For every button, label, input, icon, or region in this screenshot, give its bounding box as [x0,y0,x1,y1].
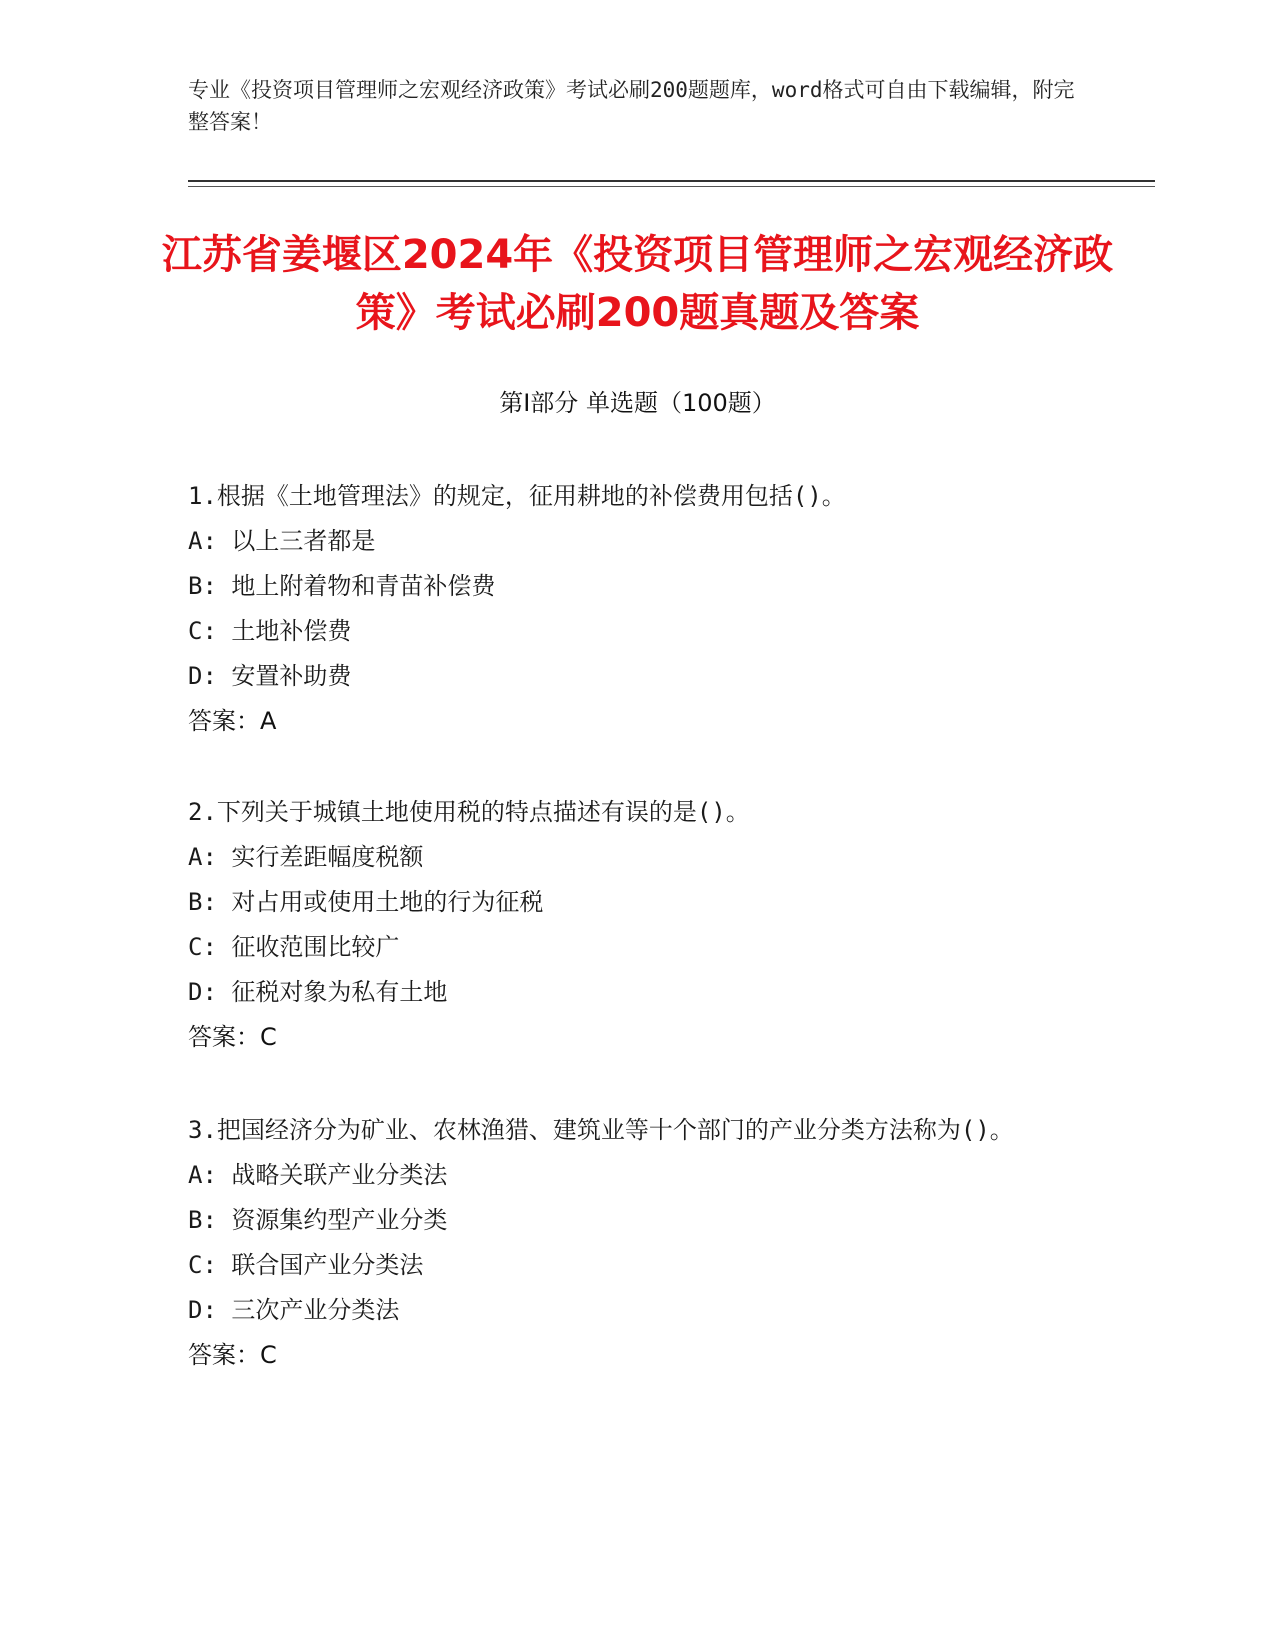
option-a: A: 实行差距幅度税额 [188,843,424,871]
option-b: B: 资源集约型产业分类 [188,1206,448,1234]
option-b: B: 地上附着物和青苗补偿费 [188,572,496,600]
question-2 [188,790,1088,1060]
answer-line: 答案：A [188,707,277,735]
option-d: D: 征税对象为私有土地 [188,978,448,1006]
header-note: 专业《投资项目管理师之宏观经济政策》考试必刷200题题库，word格式可自由下载编辑，附完整答案！ [188,78,1075,134]
header-divider-thick [188,180,1155,182]
option-c: C: 联合国产业分类法 [188,1251,424,1279]
document-title: 江苏省姜堰区2024年《投资项目管理师之宏观经济政策》考试必刷200题真题及答案 [161,232,1114,336]
section-heading: 第Ⅰ部分 单选题（100题） [499,389,776,417]
option-a: A: 战略关联产业分类法 [188,1161,448,1189]
header-divider-thin [188,186,1155,187]
option-c: C: 征收范围比较广 [188,933,400,961]
option-d: D: 安置补助费 [188,662,352,690]
option-b: B: 对占用或使用土地的行为征税 [188,888,544,916]
answer-line: 答案：C [188,1341,277,1369]
question-stem: 2.下列关于城镇土地使用税的特点描述有误的是()。 [188,798,750,826]
question-1 [188,474,1088,744]
option-c: C: 土地补偿费 [188,617,352,645]
answer-line: 答案：C [188,1023,277,1051]
option-a: A: 以上三者都是 [188,527,376,555]
question-stem: 3.把国经济分为矿业、农林渔猎、建筑业等十个部门的产业分类方法称为()。 [188,1116,1014,1144]
question-3 [188,1108,1088,1378]
question-stem: 1.根据《土地管理法》的规定，征用耕地的补偿费用包括()。 [188,482,846,510]
option-d: D: 三次产业分类法 [188,1296,400,1324]
